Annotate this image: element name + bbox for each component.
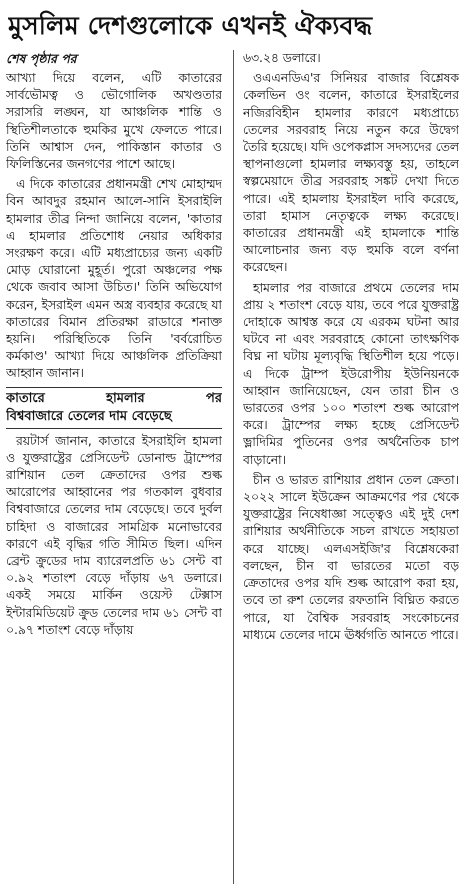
- column-divider: [233, 50, 234, 884]
- right-column: [243, 50, 459, 888]
- paragraph: আখ্যা দিয়ে বলেন, এটি কাতারের সার্বভৌমত্ব ও ভৌগোলিক অখণ্ডতার সরাসরি লঙ্ঘন, যা আঞ্চলিক শান্তি ও স্থিতিশীলতাকে হুমকির মুখে ফেলতে পারে। তিনি আশ্বাস দেন, পাকিস্তান কাতার ও ফিলিস্তিনের জনগণের পাশে আছে।: [6, 71, 222, 172]
- subheading-line: কাতারে হামলার পর: [6, 390, 222, 406]
- subheading-line: বিশ্ববাজারে তেলের দাম বেড়েছে: [6, 408, 172, 424]
- paragraph: রয়টার্স জানান, কাতারে ইসরাইলি হামলা ও যুক্তরাষ্ট্রের প্রেসিডেন্ট ডোনাল্ড ট্রাম্পের রাশিয়ান তেল ক্রেতাদের ওপর শুল্ক আরোপের আহ্বানের পর গতকাল বুধবার বিশ্ববাজারে তেলের দাম বেড়েছে। তবে দুর্বল চাহিদা ও বাজারের সামগ্রিক মনোভাবের কারণে এই বৃদ্ধির গতি সীমিত ছিল। এদিন ব্রেন্ট ক্রুডের দাম ব্যারেলপ্রতি ৬১ সেন্ট বা ০.৯২ শতাংশ বেড়ে দাঁড়ায় ৬৭ ডলারে। একই সময়ে মার্কিন ওয়েস্ট টেক্সাস ইন্টারমিডিয়েট ক্রুড তেলের দাম ৬১ সেন্ট বা ০.৯৭ শতাংশ বেড়ে দাঁড়ায়: [6, 433, 222, 637]
- paragraph: হামলার পর বাজারে প্রথমে তেলের দাম প্রায় ২ শতাংশ বেড়ে যায়, তবে পরে যুক্তরাষ্ট্র দোহাকে আশ্বস্ত করে যে এরকম ঘটনা আর ঘটবে না এবং সরবরাহে কোনো তাৎক্ষণিক বিঘ্ন না ঘটায় মূল্যবৃদ্ধি স্থিতিশীল হয়ে পড়ে। এ দিকে ট্রাম্প ইউরোপীয় ইউনিয়নকে আহ্বান জানিয়েছেন, যেন তারা চীন ও ভারতের ওপর ১০০ শতাংশ শুল্ক আরোপ করে। ট্রাম্পের লক্ষ্য হচ্ছে প্রেসিডেন্ট ভ্লাদিমির পুতিনের ওপর অর্থনৈতিক চাপ বাড়ানো।: [243, 280, 459, 467]
- left-column: [6, 50, 222, 888]
- paragraph: এ দিকে কাতারের প্রধানমন্ত্রী শেখ মোহাম্মদ বিন আবদুর রহমান আলে-সানি ইসরাইলি হামলার তীব্র নিন্দা জানিয়ে বলেন, 'কাতার এ হামলার প্রতিশোধ নেয়ার অধিকার সংরক্ষণ করে। এটি মধ্যপ্রাচ্যের জন্য একটি মোড় ঘোরানো মুহূর্ত। পুরো অঞ্চলের পক্ষ থেকে জবাব আসা উচিত।' তিনি অভিযোগ করেন, ইসরাইল এমন অস্ত্র ব্যবহার করেছে যা কাতারের বিমান প্রতিরক্ষা রাডারে শনাক্ত হয়নি। পরিস্থিতিকে তিনি 'বর্বরোচিত কর্মকাণ্ড' আখ্যা দিয়ে আঞ্চলিক প্রতিক্রিয়া আহ্বান জানান।: [6, 177, 222, 381]
- headline: মুসলিম দেশগুলোকে এখনই ঐক্যবদ্ধ: [8, 11, 373, 40]
- continuation-note: শেষ পৃষ্ঠার পর: [6, 51, 77, 66]
- subheading: [6, 387, 222, 429]
- paragraph: ৬৩.২৪ ডলারে।: [243, 51, 321, 65]
- paragraph: ওএএনডিএ'র সিনিয়র বাজার বিশ্লেষক কেলভিন ওং বলেন, কাতারে ইসরাইলের নজিরবিহীন হামলার কারণে মধ্যপ্রাচ্যে তেলের সরবরাহ নিয়ে নতুন করে উদ্বেগ তৈরি হয়েছে। যদি ওপেকপ্লাস সদস্যদের তেল স্থাপনাগুলো হামলার লক্ষ্যবস্তু হয়, তাহলে স্বল্পমেয়াদে তীব্র সরবরাহ সঙ্কট দেখা দিতে পারে। এই হামলায় ইসরাইল দাবি করেছে, তারা হামাস নেতৃত্বকে লক্ষ্য করেছে। কাতারের প্রধানমন্ত্রী এই হামলাকে শান্তি আলোচনার জন্য বড় হুমকি বলে বর্ণনা করেছেন।: [243, 71, 459, 275]
- paragraph: চীন ও ভারত রাশিয়ার প্রধান তেল ক্রেতা। ২০২২ সালে ইউক্রেন আক্রমণের পর থেকে যুক্তরাষ্ট্রের নিষেধাজ্ঞা সত্ত্বেও এই দুই দেশ রাশিয়ার অর্থনীতিকে সচল রাখতে সহায়তা করে যাচ্ছে। এলএসইজি'র বিশ্লেষকেরা বলছেন, চীন বা ভারতের মতো বড় ক্রেতাদের ওপর যদি শুল্ক আরোপ করা হয়, তবে তা রুশ তেলের রফতানি বিঘ্নিত করতে পারে, যা বৈশ্বিক সরবরাহ সংকোচনের মাধ্যমে তেলের দামে ঊর্ধ্বগতি আনতে পারে।: [243, 472, 459, 642]
